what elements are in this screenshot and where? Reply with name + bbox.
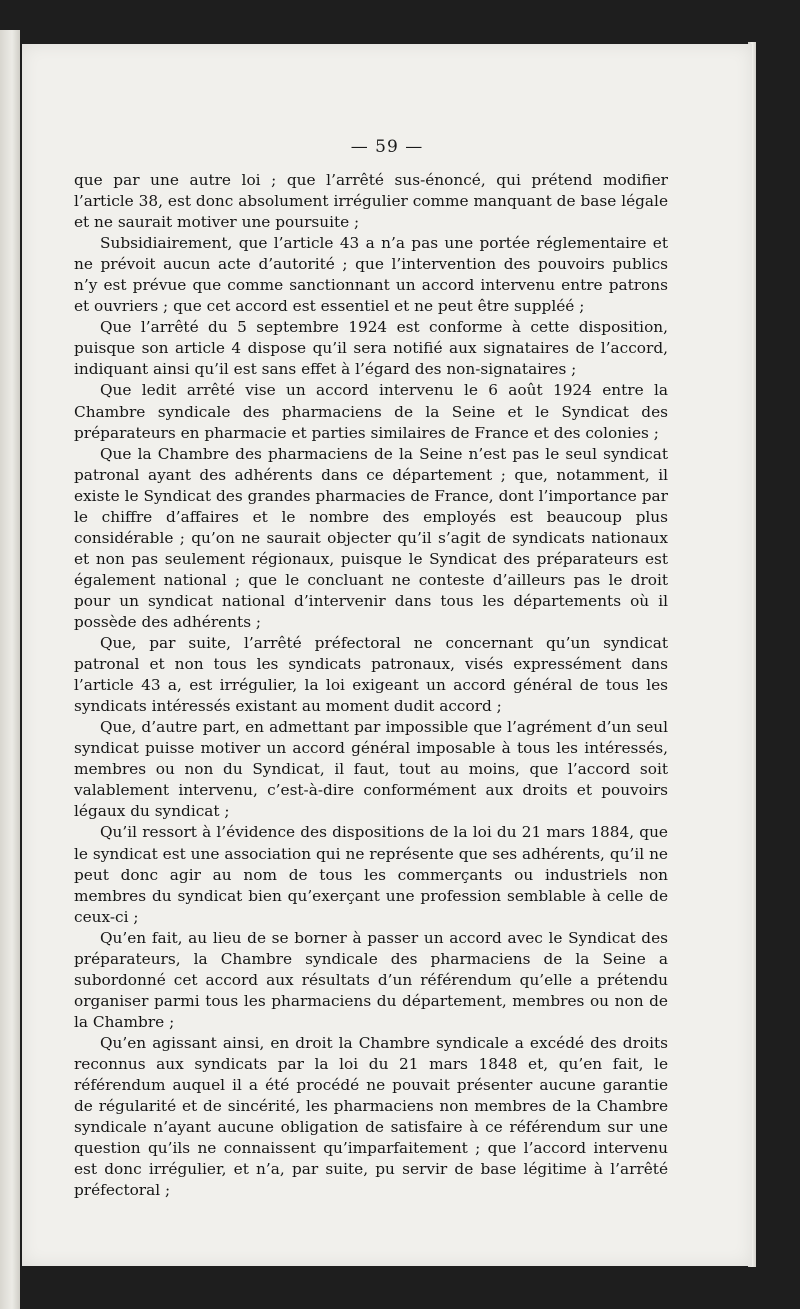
paragraph: Qu’en agissant ainsi, en droit la Chambre syndicale a excédé des droits reconnus aux syndicats par la loi du 21 mars 1848 et, qu’en fait, le référendum auquel il a été procédé ne pouvait présenter aucune garantie de régularité et de sincérité, les pharmaciens non membres de la Chambre syndicale n’ayant aucune obligation de satisfaire à ce référendum sur une question qu’ils ne connaissent qu’imparfaitement ; que l’accord intervenu est donc irrégulier, et n’a, par suite, pu servir de base légitime à l’arrêté préfectoral ;	[74, 1033, 668, 1200]
adjacent-page-edge	[0, 30, 20, 1309]
paragraph: que par une autre loi ; que l’arrêté sus-énoncé, qui prétend modifier l’article 38, est donc absolument irrégulier comme manquant de base légale et ne saurait motiver une poursuite ;	[74, 171, 668, 232]
page-body	[74, 170, 668, 1201]
paragraph: Subsidiairement, que l’article 43 a n’a pas une portée réglementaire et ne prévoit aucun acte d’autorité ; que l’intervention des pouvoirs publics n’y est prévue que comme sanctionnant un accord intervenu entre patrons et ouvriers ; que cet accord est essentiel et ne peut être suppléé ;	[74, 234, 668, 316]
paragraph: Que, d’autre part, en admettant par impossible que l’agrément d’un seul syndicat puisse motiver un accord général imposable à tous les intéressés, membres ou non du Syndicat, il faut, tout au moins, que l’accord soit valablement intervenu, c’est-à-dire conformément aux droits et pouvoirs légaux du syndicat ;	[74, 718, 668, 821]
document-page	[22, 44, 752, 1266]
paragraph: Qu’il ressort à l’évidence des dispositions de la loi du 21 mars 1884, que le syndicat est une association qui ne représente que ses adhérents, qu’il ne peut donc agir au nom de tous les commerçants ou industriels non membres du syndicat bien qu’exerçant une profession semblable à celle de ceux-ci ;	[74, 823, 668, 926]
paragraph: Que la Chambre des pharmaciens de la Seine n’est pas le seul syndicat patronal ayant des adhérents dans ce département ; que, notamment, il existe le Syndicat des grandes pharmacies de France, dont l’importance par le chiffre d’affaires et le nombre des employés est beaucoup plus considérable ; qu’on ne saurait objecter qu’il s’agit de syndicats nationaux et non pas seulement régionaux, puisque le Syndicat des préparateurs est également national ; que le concluant ne conteste d’ailleurs pas le droit pour un syndicat national d’intervenir dans tous les départements où il possède des adhérents ;	[74, 444, 668, 631]
paragraph: Que ledit arrêté vise un accord intervenu le 6 août 1924 entre la Chambre syndicale des pharmaciens de la Seine et le Syndicat des préparateurs en pharmacie et parties similaires de France et des colonies ;	[74, 381, 668, 442]
paragraph: Que l’arrêté du 5 septembre 1924 est conforme à cette disposition, puisque son article 4 dispose qu’il sera notifié aux signataires de l’accord, indiquant ainsi qu’il est sans effet à l’égard des non-signataires ;	[74, 318, 668, 379]
page-number: — 59 —	[350, 137, 424, 157]
paragraph: Que, par suite, l’arrêté préfectoral ne concernant qu’un syndicat patronal et non tous les syndicats patronaux, visés expressément dans l’article 43 a, est irrégulier, la loi exigeant un accord général de tous les syndicats intéressés existant au moment dudit accord ;	[74, 634, 668, 716]
paragraph: Qu’en fait, au lieu de se borner à passer un accord avec le Syndicat des préparateurs, la Chambre syndicale des pharmaciens de la Seine a subordonné cet accord aux résultats d’un référendum qu’elle a prétendu organiser parmi tous les pharmaciens du département, membres ou non de la Chambre ;	[74, 928, 668, 1031]
